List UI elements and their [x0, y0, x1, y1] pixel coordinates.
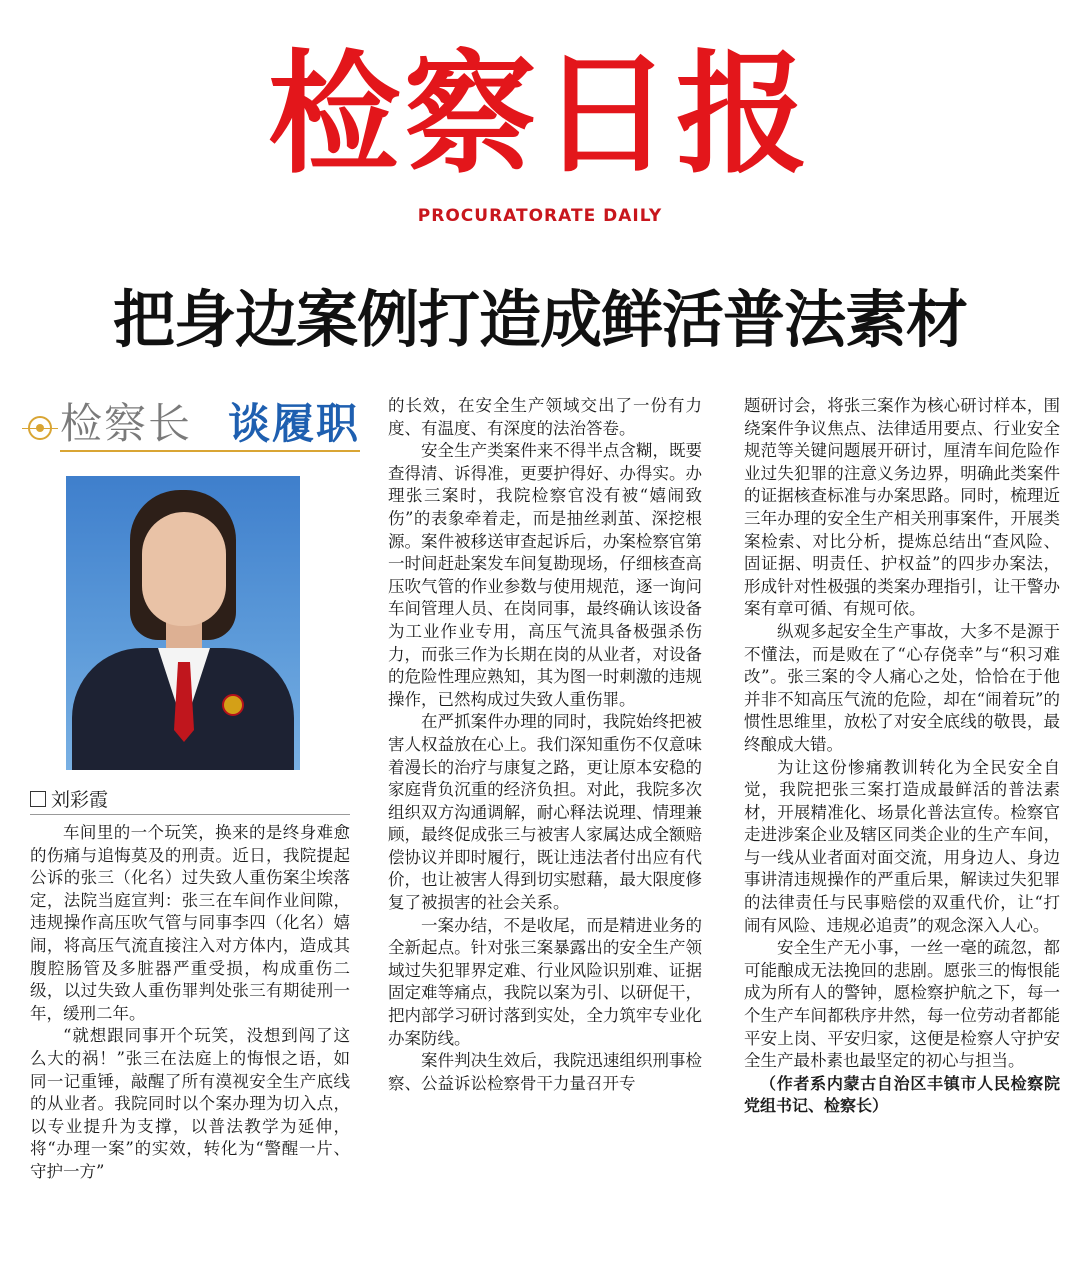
portrait-badge-icon [222, 694, 244, 716]
paragraph: 车间里的一个玩笑，换来的是终身难愈的伤痛与追悔莫及的刑责。近日，我院提起公诉的张三（化名）过失致人重伤案尘埃落定，法院当庭宣判：张三在车间作业间隙，违规操作高压吹气管与同事李四（化名）嬉闹，将高压气流直接注入对方体内，造成其腹腔肠管及多脏器严重受损，构成重伤二级，以过失致人重伤罪判处张三有期徒刑一年，缓刑二年。 [30, 823, 350, 1023]
paragraph: 安全生产无小事，一丝一毫的疏忽，都可能酿成无法挽回的悲剧。愿张三的悔恨能成为所有人的警钟，愿检察护航之下，每一个生产车间都秩序井然，每一位劳动者都能平安上岗、平安归家，这便是检察人守护安全生产最朴素也最坚定的初心与担当。 [744, 938, 1060, 1071]
column-logo-part1: 检察长 [60, 399, 193, 448]
article-column-2 [388, 395, 702, 1095]
masthead-subtitle: PROCURATORATE DAILY [417, 206, 663, 226]
byline [30, 788, 108, 812]
paragraph: 案件判决生效后，我院迅速组织刑事检察、公益诉讼检察骨干力量召开专 [388, 1051, 702, 1093]
paragraph: 安全生产类案件来不得半点含糊，既要查得清、诉得准，更要护得好、办得实。办理张三案时，我院检察官没有被“嬉闹致伤”的表象牵着走，而是抽丝剥茧、深挖根源。案件被移送审查起诉后，办案检察官第一时间赶赴案发车间复勘现场，仔细核查高压吹气管的作业参数与使用规范，逐一询问车间管理人员、在岗同事，最终确认该设备为工业作业专用，高压气流具备极强杀伤力，而张三作为长期在岗的从业者，对设备的危险性理应熟知，其为图一时刺激的违规操作，已然构成过失致人重伤罪。 [388, 441, 702, 709]
column-logo-rule [60, 450, 360, 452]
paragraph: 一案办结，不是收尾，而是精进业务的全新起点。针对张三案暴露出的安全生产领域过失犯罪界定难、行业风险识别难、证据固定难等痛点，我院以案为引、以研促干，把内部学习研讨落到实处，全力筑牢专业化办案防线。 [388, 915, 702, 1048]
portrait-face [142, 512, 226, 626]
masthead-title: 检察日报 [268, 37, 812, 192]
paragraph: “就想跟同事开个玩笑，没想到闯了这么大的祸！”张三在法庭上的悔恨之语，如同一记重锤，敲醒了所有漠视安全生产底线的从业者。我院同时以个案办理为切入点，以专业提升为支撑，以普法教学为延伸，将“办理一案”的实效，转化为“警醒一片、守护一方” [30, 1026, 350, 1181]
article-column-3 [744, 395, 1060, 1118]
byline-box-icon [30, 791, 46, 807]
column-logo [28, 398, 368, 458]
author-signature: （作者系内蒙古自治区丰镇市人民检察院党组书记、检察长） [744, 1073, 1060, 1116]
paragraph: 纵观多起安全生产事故，大多不是源于不懂法，而是败在了“心存侥幸”与“积习难改”。张三案的令人痛心之处，恰恰在于他并非不知高压气流的危险，却在“闹着玩”的惯性思维里，放松了对安全底线的敬畏，最终酿成大错。 [744, 621, 1060, 754]
paragraph: 在严抓案件办理的同时，我院始终把被害人权益放在心上。我们深知重伤不仅意味着漫长的治疗与康复之路，更让原本安稳的家庭背负沉重的经济负担。对此，我院多次组织双方沟通调解，耐心释法说理、情理兼顾，最终促成张三与被害人家属达成全额赔偿协议并即时履行，既让违法者付出应有代价，也让被害人得到切实慰藉，最大限度修复了被损害的社会关系。 [388, 712, 702, 913]
paragraph: 题研讨会，将张三案作为核心研讨样本，围绕案件争议焦点、法律适用要点、行业安全规范等关键问题展开研讨，厘清车间危险作业过失犯罪的注意义务边界，明确此类案件的证据核查标准与办案思路。同时，梳理近三年办理的安全生产相关刑事案件，开展类案检索、对比分析，提炼总结出“查风险、固证据、明责任、护权益”的四步办案法，形成针对性极强的类案办理指引，让干警办案有章可循、有规可依。 [744, 396, 1060, 619]
paragraph: 为让这份惨痛教训转化为全民安全自觉，我院把张三案打造成最鲜活的普法素材，开展精准化、场景化普法宣传。检察官走进涉案企业及辖区同类企业的生产车间，与一线从业者面对面交流，用身边人、身边事讲清违规操作的严重后果，解读过失犯罪的法律责任与民事赔偿的双重代价，让“打闹有风险、违规必追责”的观念深入人心。 [744, 757, 1060, 935]
article-column-1 [30, 822, 350, 1184]
author-portrait [66, 476, 300, 770]
article-headline: 把身边案例打造成鲜活普法素材 [112, 283, 967, 356]
column-logo-part2: 谈履职 [228, 399, 361, 448]
author-name: 刘彩霞 [51, 789, 109, 811]
target-icon [28, 416, 52, 440]
paragraph: 的长效，在安全生产领域交出了一份有力度、有温度、有深度的法治答卷。 [388, 396, 702, 438]
byline-rule [30, 814, 350, 815]
